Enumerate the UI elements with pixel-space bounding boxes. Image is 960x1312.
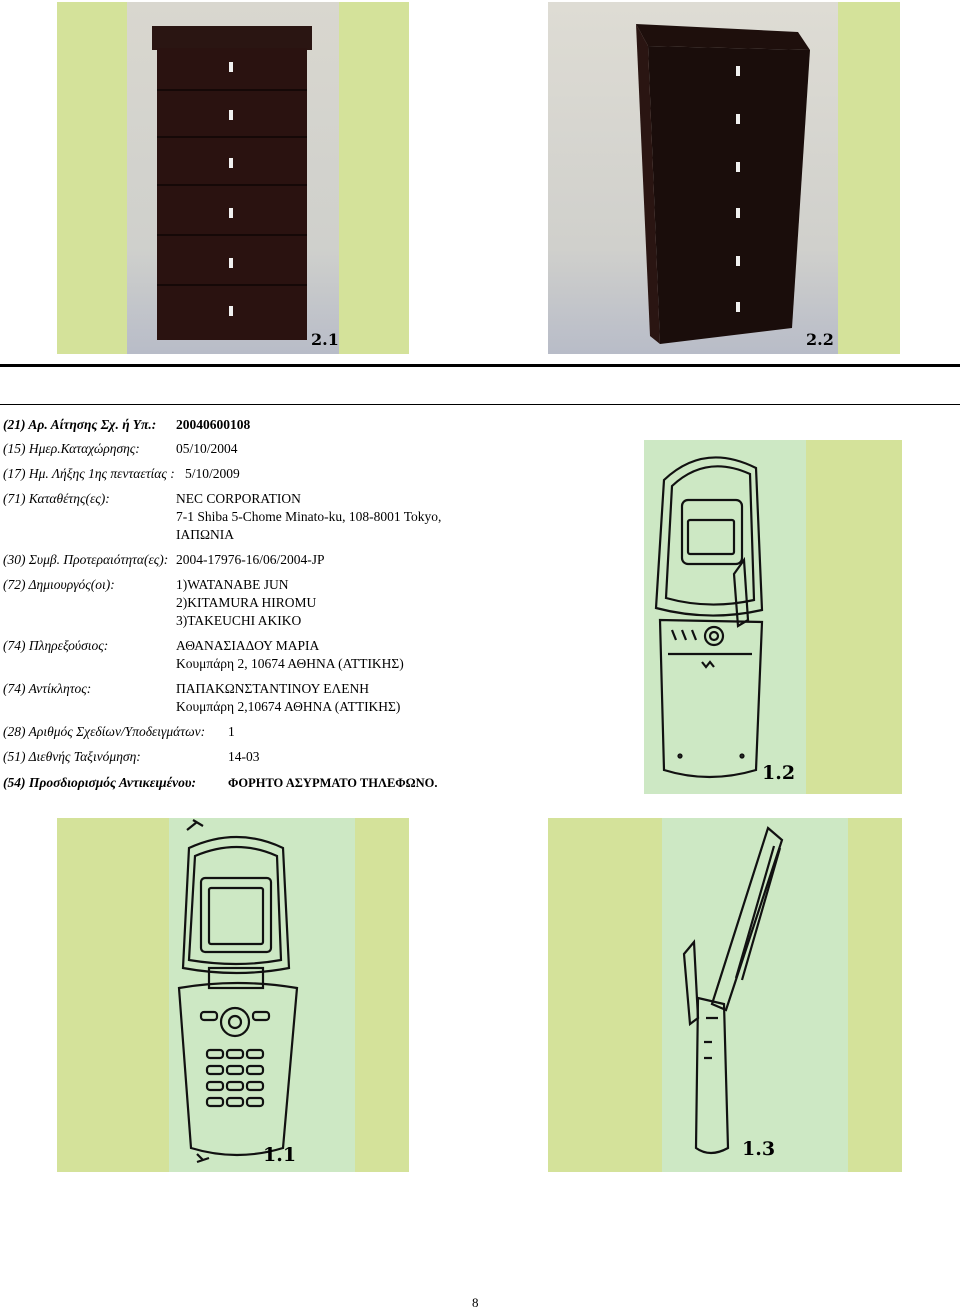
applicant-line: 7-1 Shiba 5-Chome Minato-ku, 108-8001 Tokyo,	[176, 509, 442, 524]
creator-line: 3)TAKEUCHI AKIKO	[176, 613, 302, 628]
designs-count-value: 1	[228, 724, 235, 739]
photo-2-2	[548, 2, 900, 354]
creators-label: (72) Δημιουργός(οι):	[3, 577, 115, 592]
deputy-line: ΠΑΠΑΚΩΝΣΤΑΝΤΙΝΟΥ ΕΛΕΝΗ	[176, 681, 370, 696]
figure-label-1-2: 1.2	[762, 762, 796, 784]
app-no-value: 20040600108	[176, 417, 251, 432]
deputy-label: (74) Αντίκλητος:	[3, 681, 92, 696]
product-label: (54) Προσδιορισμός Αντικειμένου:	[3, 775, 196, 790]
figure-label-1-1: 1.1	[263, 1144, 297, 1166]
photo-2-1	[57, 2, 409, 354]
drawing-1-1	[57, 818, 409, 1172]
phone-front-drawing	[57, 818, 409, 1172]
applicant-line: NEC CORPORATION	[176, 491, 301, 506]
creator-line: 2)KITAMURA HIROMU	[176, 595, 317, 610]
figure-label-1-3: 1.3	[742, 1138, 776, 1160]
designs-count-label: (28) Αριθμός Σχεδίων/Υποδειγμάτων:	[3, 724, 206, 739]
product-value: ΦΟΡΗΤΟ ΑΣΥΡΜΑΤΟ ΤΗΛΕΦΩΝΟ.	[228, 776, 438, 790]
proxy-label: (74) Πληρεξούσιος:	[3, 638, 109, 653]
drawing-1-3	[548, 818, 902, 1172]
phone-rear-drawing	[644, 440, 902, 794]
creator-line: 1)WATANABE JUN	[176, 577, 289, 592]
app-no-label: (21) Αρ. Αίτησης Σχ. ή Υπ.:	[3, 417, 157, 432]
expiry-value: 5/10/2009	[185, 466, 240, 481]
expiry-label: (17) Ημ. Λήξης 1ης πενταετίας :	[3, 466, 175, 481]
figure-label-2-1: 2.1	[311, 330, 339, 349]
filing-date-label: (15) Ημερ.Καταχώρησης:	[3, 441, 140, 456]
cabinet-illustration-front	[57, 2, 409, 354]
classification-label: (51) Διεθνής Ταξινόμηση:	[3, 749, 141, 764]
separator-thick	[0, 364, 960, 367]
filing-date-value: 05/10/2004	[176, 441, 238, 456]
applicant-line: ΙΑΠΩΝΙΑ	[176, 527, 235, 542]
deputy-line: Κουμπάρη 2,10674 ΑΘΗΝΑ (ΑΤΤΙΚΗΣ)	[176, 699, 401, 714]
phone-side-drawing	[548, 818, 902, 1172]
priority-label: (30) Συμβ. Προτεραιότητα(ες):	[3, 552, 169, 567]
drawing-1-2	[644, 440, 902, 794]
figure-label-2-2: 2.2	[806, 330, 834, 349]
applicant-label: (71) Καταθέτης(ες):	[3, 491, 110, 506]
cabinet-illustration-angled	[548, 2, 900, 354]
separator-thin	[0, 404, 960, 405]
page-number: 8	[472, 1295, 479, 1310]
classification-value: 14-03	[228, 749, 260, 764]
proxy-line: Κουμπάρη 2, 10674 ΑΘΗΝΑ (ΑΤΤΙΚΗΣ)	[176, 656, 404, 671]
proxy-line: ΑΘΑΝΑΣΙΑΔΟΥ ΜΑΡΙΑ	[176, 638, 320, 653]
priority-value: 2004-17976-16/06/2004-JP	[176, 552, 325, 567]
